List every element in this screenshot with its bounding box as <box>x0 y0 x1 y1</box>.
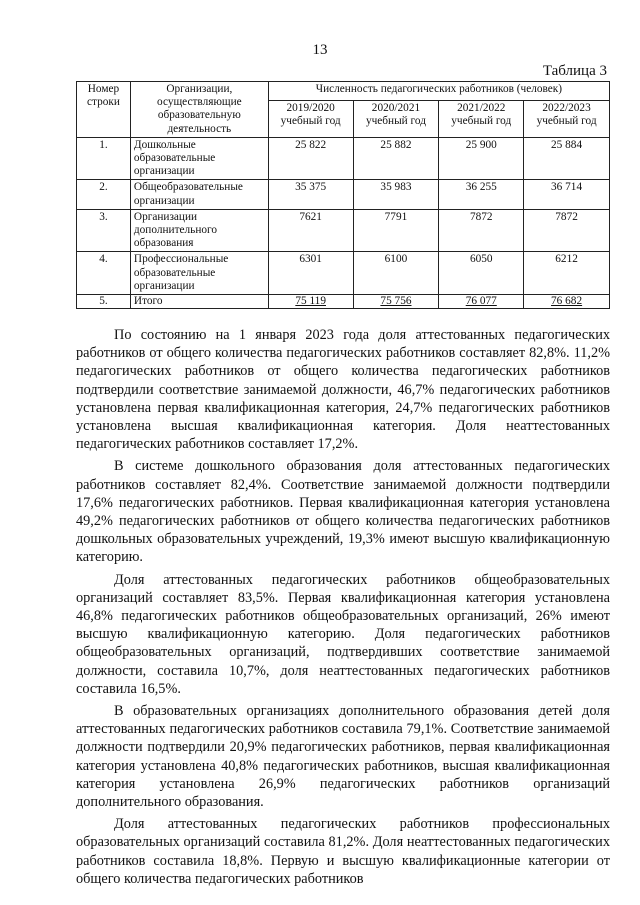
row-value: 36 255 <box>439 180 524 209</box>
row-number: 1. <box>77 137 131 180</box>
row-number: 4. <box>77 252 131 295</box>
row-value: 7621 <box>268 209 353 252</box>
paragraph: В образовательных организациях дополнительного образования детей доля аттестованных педагогических работников составила 79,1%. Соответствие занимаемой должности подтвердили 20,9% педагогических работников, первая квалификационная категория установлена 40,8% педагогических работников, высшая квалификационная категория установлена 26,9% педагогических работников организаций дополнительного образования. <box>76 703 610 811</box>
row-value: 7872 <box>524 209 610 252</box>
body-text <box>76 326 610 892</box>
table-row <box>77 180 610 209</box>
table-row <box>77 209 610 252</box>
row-value: 25 900 <box>439 137 524 180</box>
paragraph: Доля аттестованных педагогических работников профессиональных образовательных организаций составила 81,2%. Доля неаттестованных педагогических работников составила 18,8%. Первую и высшую квалификационные категории от общего количества педагогических работников <box>76 816 610 887</box>
table-row <box>77 137 610 180</box>
table-row <box>77 252 610 295</box>
paragraph: Доля аттестованных педагогических работников общеобразовательных организаций составляет 83,5%. Первая квалификационная категория установлена 46,8% педагогических работников общеобразовательных организаций, 26% имеют высшую квалификационную категорию. Доля педагогических работников общеобразовательных организаций, подтвердивших соответствие занимаемой должности, составила 10,7%, доля неаттестованных педагогических работников составила 16,5%. <box>76 571 610 697</box>
row-value: 35 375 <box>268 180 353 209</box>
paragraph: По состоянию на 1 января 2023 года доля аттестованных педагогических работников от общего количества педагогических работников составляет 82,8%. 11,2% педагогических работников от общего количества педагогических работников подтвердили соответствие занимаемой должности, 46,7% педагогических работников установлена первая квалификационная категория, 24,7% педагогических работников установлена высшая квалификационная категория. Доля неаттестованных педагогических работников составляет 17,2%. <box>76 327 610 453</box>
page-number: 13 <box>312 42 328 58</box>
row-number: 2. <box>77 180 131 209</box>
row-value: 35 983 <box>353 180 439 209</box>
staff-count-table <box>76 81 610 309</box>
row-value: 75 119 <box>268 295 353 309</box>
row-organization: Организации дополнительного образования <box>130 209 268 252</box>
row-value: 25 884 <box>524 137 610 180</box>
header-year: 2020/2021 учебный год <box>353 101 439 138</box>
header-row-number: Номер строки <box>77 82 131 138</box>
table-caption: Таблица 3 <box>542 63 607 79</box>
row-organization: Профессиональные образовательные организации <box>130 252 268 295</box>
row-value: 25 882 <box>353 137 439 180</box>
row-value: 76 682 <box>524 295 610 309</box>
row-value: 7791 <box>353 209 439 252</box>
row-value: 6212 <box>524 252 610 295</box>
header-year: 2019/2020 учебный год <box>268 101 353 138</box>
row-value: 36 714 <box>524 180 610 209</box>
row-value: 75 756 <box>353 295 439 309</box>
row-value: 6050 <box>439 252 524 295</box>
row-organization: Итого <box>130 295 268 309</box>
header-year: 2022/2023 учебный год <box>524 101 610 138</box>
table-row-total <box>77 295 610 309</box>
paragraph: В системе дошкольного образования доля аттестованных педагогических работников составляет 82,4%. Соответствие занимаемой должности подтвердили 17,6% педагогических работников. Первая квалификационная категория установлена 49,2% педагогических работников от общего количества педагогических работников дошкольных образовательных учреждений, 19,3% имеют высшую квалификационную категорию. <box>76 458 610 566</box>
row-organization: Общеобразовательные организации <box>130 180 268 209</box>
row-value: 76 077 <box>439 295 524 309</box>
row-value: 6301 <box>268 252 353 295</box>
row-value: 7872 <box>439 209 524 252</box>
header-staff-count-group: Численность педагогических работников (человек) <box>268 82 609 101</box>
row-number: 5. <box>77 295 131 309</box>
row-value: 25 822 <box>268 137 353 180</box>
header-organization: Организации, осуществляющие образовательную деятельность <box>130 82 268 138</box>
row-organization: Дошкольные образовательные организации <box>130 137 268 180</box>
row-value: 6100 <box>353 252 439 295</box>
header-year: 2021/2022 учебный год <box>439 101 524 138</box>
row-number: 3. <box>77 209 131 252</box>
